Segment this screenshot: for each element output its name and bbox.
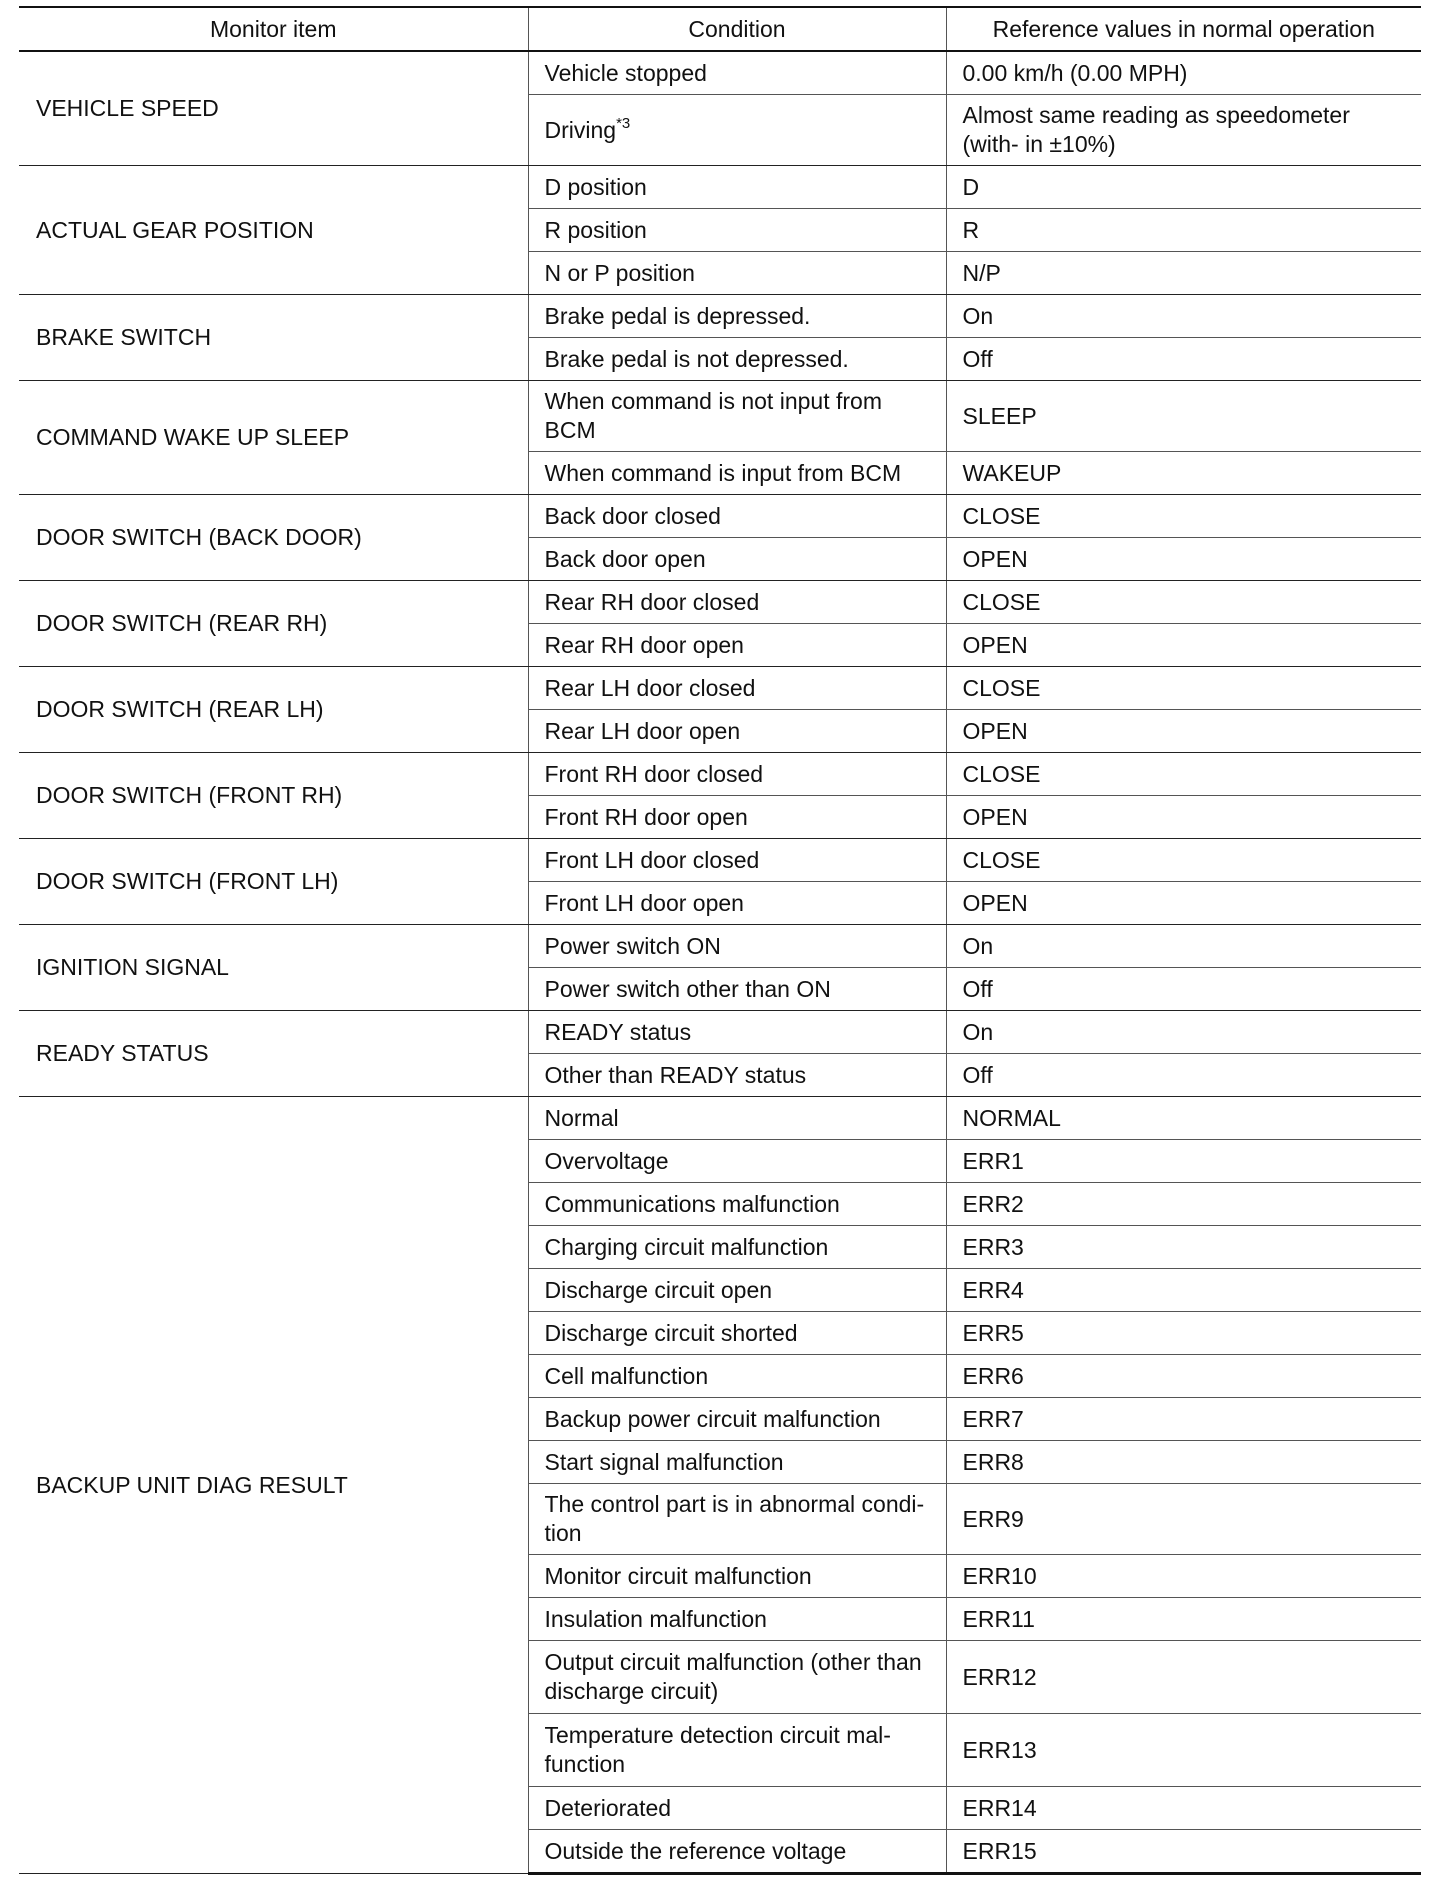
table-row <box>19 495 1421 538</box>
table-row <box>19 1097 1421 1140</box>
table-row <box>19 839 1421 882</box>
condition-cell: Rear LH door open <box>528 710 946 753</box>
condition-cell: Deteriorated <box>528 1787 946 1830</box>
condition-cell: Power switch ON <box>528 925 946 968</box>
reference-value-cell: CLOSE <box>946 667 1421 710</box>
condition-cell: Monitor circuit malfunction <box>528 1555 946 1598</box>
condition-cell: R position <box>528 209 946 252</box>
monitor-item-cell: DOOR SWITCH (BACK DOOR) <box>19 495 528 581</box>
reference-value-cell: SLEEP <box>946 381 1421 452</box>
reference-value-cell: CLOSE <box>946 839 1421 882</box>
condition-cell: Temperature detection circuit mal- function <box>528 1714 946 1787</box>
reference-value-cell: ERR2 <box>946 1183 1421 1226</box>
reference-value-cell: OPEN <box>946 624 1421 667</box>
table-header <box>19 7 1421 51</box>
condition-cell: Back door closed <box>528 495 946 538</box>
condition-cell: Cell malfunction <box>528 1355 946 1398</box>
condition-cell: D position <box>528 166 946 209</box>
monitor-item-cell: BACKUP UNIT DIAG RESULT <box>19 1097 528 1874</box>
reference-value-cell: R <box>946 209 1421 252</box>
reference-value-cell: OPEN <box>946 538 1421 581</box>
table-row <box>19 381 1421 452</box>
reference-value-cell: OPEN <box>946 882 1421 925</box>
reference-value-cell: On <box>946 1011 1421 1054</box>
reference-value-cell: ERR15 <box>946 1830 1421 1874</box>
table-row <box>19 1011 1421 1054</box>
condition-cell: Rear RH door open <box>528 624 946 667</box>
condition-cell: READY status <box>528 1011 946 1054</box>
reference-value-cell: NORMAL <box>946 1097 1421 1140</box>
reference-value-cell: ERR11 <box>946 1598 1421 1641</box>
reference-value-cell: D <box>946 166 1421 209</box>
condition-cell: When command is not input from BCM <box>528 381 946 452</box>
reference-value-cell: ERR6 <box>946 1355 1421 1398</box>
table-row <box>19 295 1421 338</box>
monitor-item-cell: DOOR SWITCH (REAR RH) <box>19 581 528 667</box>
monitor-item-cell: VEHICLE SPEED <box>19 51 528 166</box>
header-condition: Condition <box>528 7 946 51</box>
reference-value-cell: N/P <box>946 252 1421 295</box>
table-row <box>19 51 1421 95</box>
condition-cell: Backup power circuit malfunction <box>528 1398 946 1441</box>
condition-cell: Front LH door closed <box>528 839 946 882</box>
reference-value-cell: OPEN <box>946 710 1421 753</box>
footnote-marker: *3 <box>616 114 631 132</box>
condition-cell: Rear RH door closed <box>528 581 946 624</box>
reference-value-cell: Off <box>946 338 1421 381</box>
table-row <box>19 581 1421 624</box>
condition-cell: Discharge circuit shorted <box>528 1312 946 1355</box>
reference-value-cell: ERR9 <box>946 1484 1421 1555</box>
monitor-reference-table <box>19 6 1421 1875</box>
reference-value-cell: ERR7 <box>946 1398 1421 1441</box>
condition-cell: Vehicle stopped <box>528 51 946 95</box>
monitor-item-cell: READY STATUS <box>19 1011 528 1097</box>
condition-cell: Discharge circuit open <box>528 1269 946 1312</box>
monitor-item-cell: DOOR SWITCH (REAR LH) <box>19 667 528 753</box>
reference-value-cell: WAKEUP <box>946 452 1421 495</box>
monitor-item-cell: ACTUAL GEAR POSITION <box>19 166 528 295</box>
reference-value-cell: ERR10 <box>946 1555 1421 1598</box>
condition-cell: The control part is in abnormal condi- tion <box>528 1484 946 1555</box>
reference-value-cell: On <box>946 295 1421 338</box>
reference-value-cell: Off <box>946 1054 1421 1097</box>
monitor-item-cell: DOOR SWITCH (FRONT RH) <box>19 753 528 839</box>
condition-cell: Communications malfunction <box>528 1183 946 1226</box>
monitor-item-cell: IGNITION SIGNAL <box>19 925 528 1011</box>
monitor-item-cell: COMMAND WAKE UP SLEEP <box>19 381 528 495</box>
condition-cell: Charging circuit malfunction <box>528 1226 946 1269</box>
monitor-item-cell: BRAKE SWITCH <box>19 295 528 381</box>
condition-cell: Output circuit malfunction (other than discharge circuit) <box>528 1641 946 1714</box>
reference-value-cell: ERR13 <box>946 1714 1421 1787</box>
condition-cell: Front RH door closed <box>528 753 946 796</box>
reference-value-cell: ERR14 <box>946 1787 1421 1830</box>
reference-value-cell: ERR5 <box>946 1312 1421 1355</box>
condition-cell: Brake pedal is not depressed. <box>528 338 946 381</box>
condition-cell: Rear LH door closed <box>528 667 946 710</box>
reference-value-cell: Off <box>946 968 1421 1011</box>
condition-cell: Front LH door open <box>528 882 946 925</box>
condition-cell: Brake pedal is depressed. <box>528 295 946 338</box>
header-monitor-item: Monitor item <box>19 7 528 51</box>
table-body <box>19 51 1421 1874</box>
condition-cell: Outside the reference voltage <box>528 1830 946 1874</box>
reference-value-cell: ERR12 <box>946 1641 1421 1714</box>
condition-cell: Overvoltage <box>528 1140 946 1183</box>
condition-cell: N or P position <box>528 252 946 295</box>
condition-cell: Start signal malfunction <box>528 1441 946 1484</box>
table-row <box>19 925 1421 968</box>
reference-value-cell: ERR3 <box>946 1226 1421 1269</box>
reference-value-cell: CLOSE <box>946 753 1421 796</box>
condition-cell: Normal <box>528 1097 946 1140</box>
reference-value-cell: CLOSE <box>946 495 1421 538</box>
reference-value-cell: On <box>946 925 1421 968</box>
reference-value-cell: ERR4 <box>946 1269 1421 1312</box>
reference-value-cell: OPEN <box>946 796 1421 839</box>
reference-value-cell: ERR1 <box>946 1140 1421 1183</box>
condition-cell: Power switch other than ON <box>528 968 946 1011</box>
table-row <box>19 753 1421 796</box>
condition-cell: Back door open <box>528 538 946 581</box>
reference-value-cell: CLOSE <box>946 581 1421 624</box>
table-row <box>19 166 1421 209</box>
condition-cell: Other than READY status <box>528 1054 946 1097</box>
reference-value-cell: Almost same reading as speedometer (with- in ±10%) <box>946 95 1421 166</box>
condition-text: Driving <box>544 116 617 143</box>
condition-cell: Front RH door open <box>528 796 946 839</box>
condition-cell: Insulation malfunction <box>528 1598 946 1641</box>
reference-value-cell: ERR8 <box>946 1441 1421 1484</box>
condition-cell <box>528 95 946 166</box>
monitor-item-cell: DOOR SWITCH (FRONT LH) <box>19 839 528 925</box>
condition-cell: When command is input from BCM <box>528 452 946 495</box>
header-reference-values: Reference values in normal operation <box>946 7 1421 51</box>
table-row <box>19 667 1421 710</box>
reference-value-cell: 0.00 km/h (0.00 MPH) <box>946 51 1421 95</box>
